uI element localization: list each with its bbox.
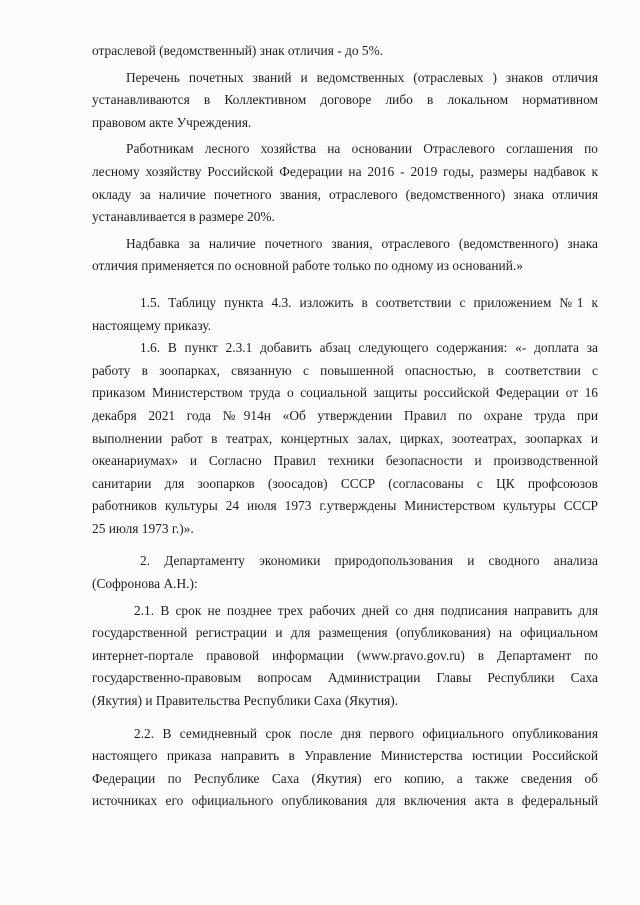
text-line: отличия применяется по основной работе только по одному из оснований.» [92,258,523,274]
paragraph-item-2-2 [92,723,598,813]
text-line: государственной регистрации и для размещения (опубликования) на официальном [92,625,598,641]
text-line: (Софронова А.Н.): [92,576,198,592]
text-line: (Якутия) и Правительства Республики Саха (Якутия). [92,693,399,709]
paragraph-item-2-1 [92,600,598,713]
text-line: устанавливаются в Коллективном договоре либо в локальном нормативном [92,92,598,108]
paragraph-item-2 [92,550,598,595]
text-line: правовом акте Учреждения. [92,114,252,130]
paragraph-item-1-5 [92,292,598,337]
text-line: 25 июля 1973 г.)». [92,520,194,536]
text-line: Работникам лесного хозяйства на основании Отраслевого соглашения по [126,141,598,157]
document-body [92,40,598,813]
text-line: работников культуры 24 июля 1973 г.утверждены Министерством культуры СССР [92,498,598,514]
text-line: лесному хозяйству Российской Федерации на 2016 - 2019 годы, размеры надбавок к [92,163,598,179]
text-line: Надбавка за наличие почетного звания, отраслевого (ведомственного) знака [126,235,598,251]
text-line: декабря 2021 года №914н «Об утверждении Правил по охране труда при [92,407,598,423]
text-line: приказом Министерством труда о социальной защиты российской Федерации от 16 [92,385,598,401]
text-line: выполнении работ в театрах, концертных залах, цирках, зоотеатрах, зоопарках и [92,430,598,446]
paragraph-honorary-titles-list [92,67,598,135]
text-line: Перечень почетных званий и ведомственных (отраслевых ) знаков отличия [126,69,598,85]
text-line: устанавливается в размере 20%. [92,209,275,225]
text-line: работу в зоопарках, связанную с повышенной опасностью, в соответствии с [92,362,598,378]
text-line: 1.5. Таблицу пункта 4.3. изложить в соответствии с приложением №1 к [140,294,598,310]
paragraph-item-1-6 [92,337,598,540]
text-line: 2.2. В семидневный срок после дня первого официального опубликования [134,725,598,741]
text-line: 2.1. В срок не позднее трех рабочих дней со дня подписания направить для [134,602,598,618]
text-line: настоящему приказу. [92,317,212,333]
text-line: 2. Департаменту экономики природопользования и сводного анализа [140,553,598,569]
paragraph-forestry-workers [92,138,598,228]
text-line: океанариумах» и Согласно Правил техники безопасности и производственной [92,453,598,469]
text-line: 1.6. В пункт 2.3.1 добавить абзац следующего содержания: «- доплата за [140,340,598,356]
text-line: санитарии для зоопарков (зоосадов) СССР (согласованы с ЦК профсоюзов [92,475,598,491]
paragraph-continuation [92,40,598,63]
text-line: Федерации по Республике Саха (Якутия) его копию, а также сведения об [92,770,598,786]
text-line: государственно-правовым вопросам Администрации Главы Республики Саха [92,670,598,686]
paragraph-allowance-rule [92,233,598,278]
text-line: отраслевой (ведомственный) знак отличия - до 5%. [92,43,384,58]
text-line: интернет-портале правовой информации (www.pravo.gov.ru) в Департамент по [92,647,598,663]
text-line: настоящего приказа направить в Управление Министерства юстиции Российской [92,748,598,764]
text-line: окладу за наличие почетного звания, отраслевого (ведомственного) знака отличия [92,186,598,202]
text-line: источниках его официального опубликования для включения акта в федеральный [92,793,598,809]
